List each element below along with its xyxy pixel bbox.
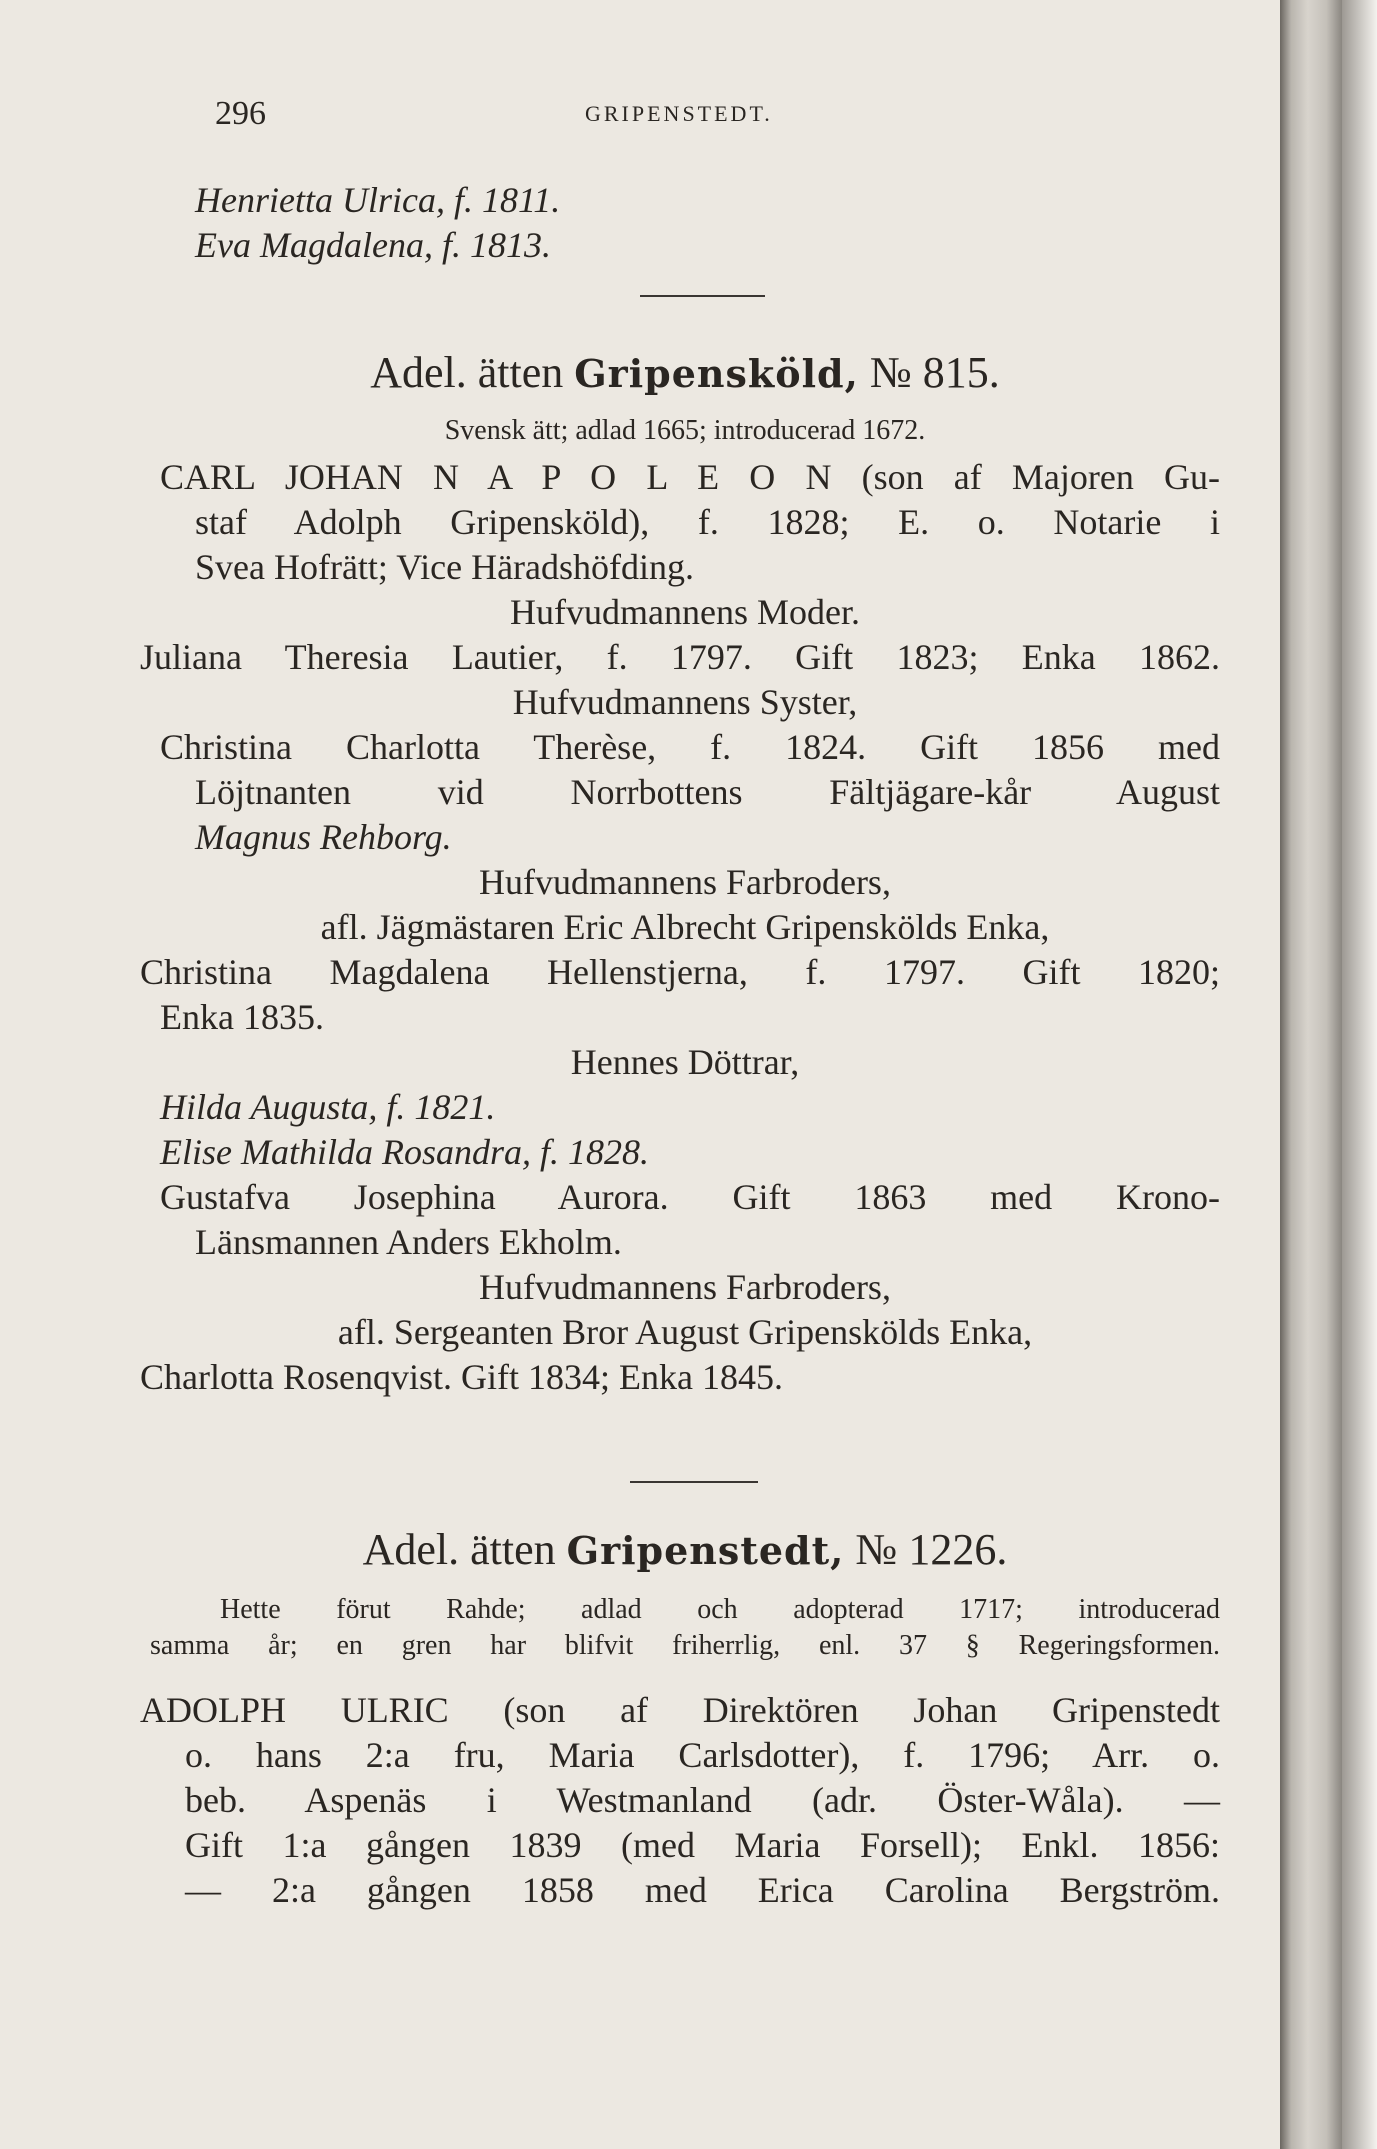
text-line: — 2:a gången 1858 med Erica Carolina Bergström. [185, 1870, 1220, 1910]
text-line: Christina Charlotta Therèse, f. 1824. Gift 1856 med [160, 727, 1220, 767]
subheading: Hennes Döttrar, [570, 1042, 800, 1082]
family-name: Gripensköld, [574, 351, 859, 396]
text-line: beb. Aspenäs i Westmanland (adr. Öster-Wåla). — [185, 1780, 1220, 1820]
text-line: Hilda Augusta, f. 1821. [160, 1087, 496, 1127]
gripenstedt-section [140, 1522, 1220, 1913]
heading-prefix: Adel. ätten [362, 1525, 556, 1574]
family-note: Svensk ätt; adlad 1665; introducerad 1672. [444, 415, 926, 446]
family-note: Hette förut Rahde; adlad och adopterad 1717; introducerad [220, 1594, 1220, 1625]
text-line: Enka 1835. [160, 997, 324, 1037]
text-line: Svea Hofrätt; Vice Häradshöfding. [195, 547, 695, 587]
text-line: Gift 1:a gången 1839 (med Maria Forsell); Enkl. 1856: [185, 1825, 1220, 1865]
section-heading [150, 1522, 1220, 1578]
text-line: Eva Magdalena, f. 1813. [195, 225, 551, 265]
book-spine [1280, 0, 1342, 2149]
text-line: Juliana Theresia Lautier, f. 1797. Gift 1823; Enka 1862. [140, 637, 1220, 677]
family-number: № 815. [869, 348, 1000, 397]
page-header [215, 92, 1215, 136]
subheading: Hufvudmannens Farbroders, [479, 1267, 891, 1307]
family-name: Gripenstedt, [566, 1528, 845, 1573]
gripenskold-section [140, 345, 1220, 1400]
subheading: Hufvudmannens Syster, [512, 682, 858, 722]
section-heading [150, 345, 1220, 401]
family-note: samma år; en gren har blifvit friherrlig, enl. 37 § Regeringsformen. [150, 1630, 1220, 1661]
text-line: Elise Mathilda Rosandra, f. 1828. [160, 1132, 649, 1172]
text-line: staf Adolph Gripensköld), f. 1828; E. o. Notarie i [195, 502, 1220, 542]
page-edge [1342, 0, 1377, 2149]
page-number: 296 [215, 95, 266, 132]
text-line: Christina Magdalena Hellenstjerna, f. 1797. Gift 1820; [140, 952, 1220, 992]
heading-prefix: Adel. ätten [370, 348, 564, 397]
text-line: CARL JOHAN N A P O L E O N (son af Majoren Gu- [160, 457, 1220, 497]
text-line: Löjtnanten vid Norrbottens Fältjägare-kår August [195, 772, 1220, 812]
text-line: Magnus Rehborg. [195, 817, 452, 857]
text-line: ADOLPH ULRIC (son af Direktören Johan Gripenstedt [140, 1690, 1220, 1730]
text-line: Länsmannen Anders Ekholm. [195, 1222, 622, 1262]
family-number: № 1226. [855, 1525, 1008, 1574]
text-line: o. hans 2:a fru, Maria Carlsdotter), f. 1796; Arr. o. [185, 1735, 1220, 1775]
text-line: Gustafva Josephina Aurora. Gift 1863 med Krono- [160, 1177, 1220, 1217]
text-line: Henrietta Ulrica, f. 1811. [195, 180, 561, 220]
subheading: Hufvudmannens Farbroders, [479, 862, 891, 902]
section-divider [630, 1481, 758, 1483]
top-entries [150, 178, 1220, 268]
text-line: afl. Sergeanten Bror August Gripenskölds Enka, [337, 1312, 1033, 1352]
running-title: GRIPENSTEDT. [585, 101, 773, 126]
subheading: Hufvudmannens Moder. [510, 592, 860, 632]
text-line: afl. Jägmästaren Eric Albrecht Gripenskölds Enka, [320, 907, 1050, 947]
text-line: Charlotta Rosenqvist. Gift 1834; Enka 1845. [140, 1357, 783, 1397]
section-divider [640, 295, 765, 297]
